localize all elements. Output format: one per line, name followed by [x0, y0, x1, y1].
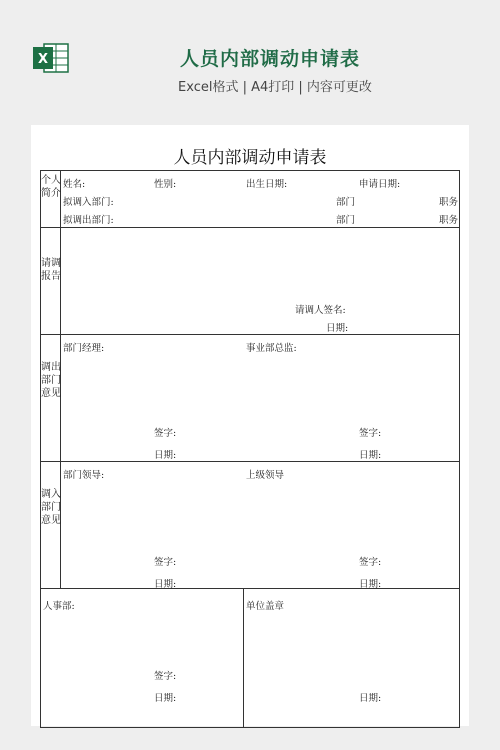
division-director-label: 事业部总监:	[246, 343, 297, 354]
out-director-sign-label: 签字:	[359, 428, 382, 439]
gender-label: 性别:	[154, 179, 177, 190]
form-table	[40, 170, 460, 728]
divider-profile	[41, 227, 459, 228]
divider-report	[41, 334, 459, 335]
transfer-out-dept-label: 拟调出部门:	[63, 215, 114, 226]
page-subtitle: Excel格式 | A4打印 | 内容可更改	[178, 80, 372, 95]
page-title: 人员内部调动申请表	[179, 48, 360, 70]
in-superior-sign-label: 签字:	[359, 557, 382, 568]
form-title: 人员内部调动申请表	[173, 148, 327, 168]
report-date-label: 日期:	[326, 323, 349, 334]
apply-date-label: 申请日期:	[359, 179, 401, 190]
hr-section-divider	[243, 588, 244, 727]
superior-leader-label: 上级领导	[246, 470, 285, 481]
in-superior-date-label: 日期:	[359, 579, 382, 590]
section-label-profile: 个人简介	[41, 175, 61, 199]
in-leader-sign-label: 签字:	[154, 557, 177, 568]
transfer-out-position-label: 职务	[439, 215, 459, 226]
svg-text:X: X	[37, 52, 49, 67]
out-manager-sign-label: 签字:	[154, 428, 177, 439]
transfer-in-dept-label: 拟调入部门:	[63, 197, 114, 208]
transfer-in-dept-unit-label: 部门	[336, 197, 356, 208]
section-label-out-opinion: 调出部门意见	[41, 362, 61, 399]
dept-manager-label: 部门经理:	[63, 343, 105, 354]
out-director-date-label: 日期:	[359, 450, 382, 461]
name-label: 姓名:	[63, 179, 86, 190]
unit-seal-label: 单位盖章	[246, 601, 285, 612]
applicant-signature-label: 请调人签名:	[295, 305, 346, 316]
transfer-out-dept-unit-label: 部门	[336, 215, 356, 226]
transfer-in-position-label: 职务	[439, 197, 459, 208]
dept-leader-label: 部门领导:	[63, 470, 105, 481]
in-leader-date-label: 日期:	[154, 579, 177, 590]
section-label-in-opinion: 调入部门意见	[41, 489, 61, 526]
page-header	[0, 0, 500, 125]
hr-date-label: 日期:	[154, 693, 177, 704]
hr-sign-label: 签字:	[154, 671, 177, 682]
birth-date-label: 出生日期:	[246, 179, 288, 190]
hr-dept-label: 人事部:	[43, 601, 75, 612]
section-label-report: 请调报告	[41, 258, 61, 282]
divider-out-opinion	[41, 461, 459, 462]
seal-date-label: 日期:	[359, 693, 382, 704]
out-manager-date-label: 日期:	[154, 450, 177, 461]
form-sheet	[31, 125, 469, 726]
divider-in-opinion	[41, 588, 459, 589]
